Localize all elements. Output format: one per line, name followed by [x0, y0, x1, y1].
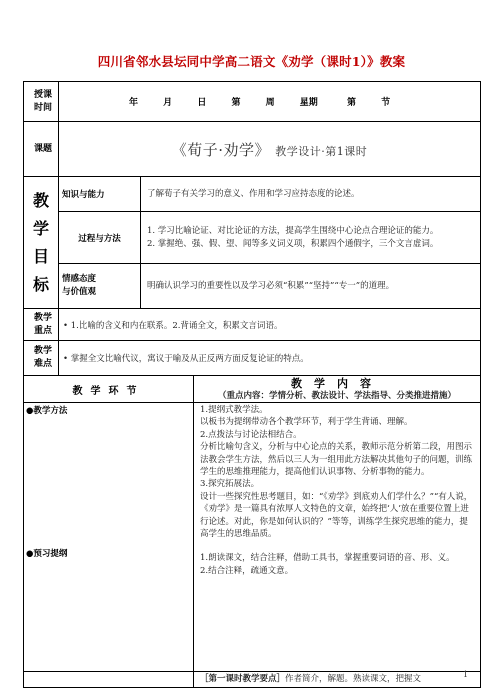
lesson-title [59, 122, 481, 177]
lesson-title-rest: 教学设计·第1课时 [275, 144, 368, 158]
day-field: 日 [197, 98, 207, 108]
key-line [194, 672, 481, 688]
month-field: 月 [163, 98, 173, 108]
goal-row-process [24, 212, 481, 264]
document-title: 四川省邻水县坛同中学高二语文《劝学（课时1）》教案 [97, 54, 406, 69]
attitude-label: 情感态度 与价值观 [59, 264, 141, 309]
stage-column [24, 403, 194, 672]
period-no-field: 第 [346, 98, 356, 108]
stage-header: 教学环节 [24, 376, 194, 403]
key-points-label: 教学 重点 [24, 309, 59, 341]
content-line: 2.点拨法与讨论法相结合。 [200, 429, 302, 440]
difficulties-text: • 掌握全文比喻代议，寓议于喻及从正反两方面反复论证的特点。 [59, 341, 481, 376]
key-line-text: 作者简介，解题。熟读课文，把握文 [285, 674, 422, 684]
content-line: 分析比喻句含义，分析与中心论点的关系，教师示范分析第二段，用图示法教会学生方法，然后以三人为一组用此方法解决其他句子的问题，训练学生的思维推理能力，提高他们认识事物、分析事物的能力。 [200, 442, 473, 478]
section-header-row [24, 376, 481, 403]
period-word-field: 节 [381, 98, 391, 108]
goal-row-knowledge [24, 177, 481, 212]
stage-teaching-method: ●教学方法 [26, 406, 68, 416]
week-no-field: 第 [231, 98, 241, 108]
content-column [194, 403, 481, 672]
page-number: 1 [463, 670, 469, 679]
content-line: 1.朗读课文，结合注释，借助工具书，掌握重要词语的音、形、义。 [200, 553, 455, 564]
topic-label: 课题 [24, 122, 59, 177]
process-label: 过程与方法 [59, 212, 141, 264]
week-word-field: 周 [265, 98, 275, 108]
content-line: 设计一些探究性思考题目，如：“《劝学》到底劝人们学什么？”“有人说，《劝学》是一篇具有浓厚人文特色的文章，始终把‘人’放在重要位置上进行论述。对此，你是如何认识的？”等等，训练学生探究思维的能力，提高学生的思维品质。 [200, 491, 473, 540]
attitude-text: 明确认识学习的重要性以及学习必须“积累”“坚持”“专一”的道理。 [141, 264, 481, 309]
key-points-row [24, 309, 481, 341]
content-line: 以板书为提纲带动各个教学环节，利于学生背诵、理解。 [200, 417, 413, 428]
date-row [24, 82, 481, 122]
knowledge-text: 了解荀子有关学习的意义、作用和学习应持态度的论述。 [141, 177, 481, 212]
lesson-title-main: 《荀子·劝学》 [171, 140, 270, 159]
difficulties-row [24, 341, 481, 376]
process-text [141, 212, 481, 264]
key-line-tag: ［第一课时教学要点］ [200, 674, 286, 684]
key-points-text: • 1.比喻的含义和内在联系。2.背诵全文，积累文言词语。 [59, 309, 481, 341]
process-line-2: 2. 掌握绝、强、假、望、闻等多义词义项，积累四个通假字，三个文言虚词。 [147, 238, 439, 249]
content-line: 2.结合注释，疏通文意。 [200, 565, 294, 576]
knowledge-label: 知识与能力 [59, 177, 141, 212]
process-line-1: 1. 学习比喻论证、对比论证的方法，提高学生围绕中心论点合理论证的能力。 [147, 225, 439, 236]
content-header [194, 376, 481, 403]
year-field: 年 [129, 98, 139, 108]
lesson-plan-table [23, 81, 481, 688]
content-header-title: 教学内容 [291, 376, 383, 390]
content-row [24, 403, 481, 672]
goal-row-attitude [24, 264, 481, 309]
weekday-field: 星期 [299, 98, 318, 108]
date-label: 授课 时间 [24, 82, 59, 122]
difficulties-label: 教学 难点 [24, 341, 59, 376]
topic-row [24, 122, 481, 177]
content-line: 3.探究拓展法。 [200, 479, 260, 490]
key-line-row [24, 672, 481, 688]
key-line-left [24, 672, 194, 688]
goals-label: 教 学 目 标 [24, 177, 59, 309]
content-line: 1.提纲式教学法。 [200, 405, 268, 415]
content-header-note: （重点内容：学情分析、教法设计、学法指导、分类推进措施） [218, 390, 457, 401]
stage-preview-outline: ●预习提纲 [26, 549, 68, 559]
date-value [59, 82, 481, 122]
